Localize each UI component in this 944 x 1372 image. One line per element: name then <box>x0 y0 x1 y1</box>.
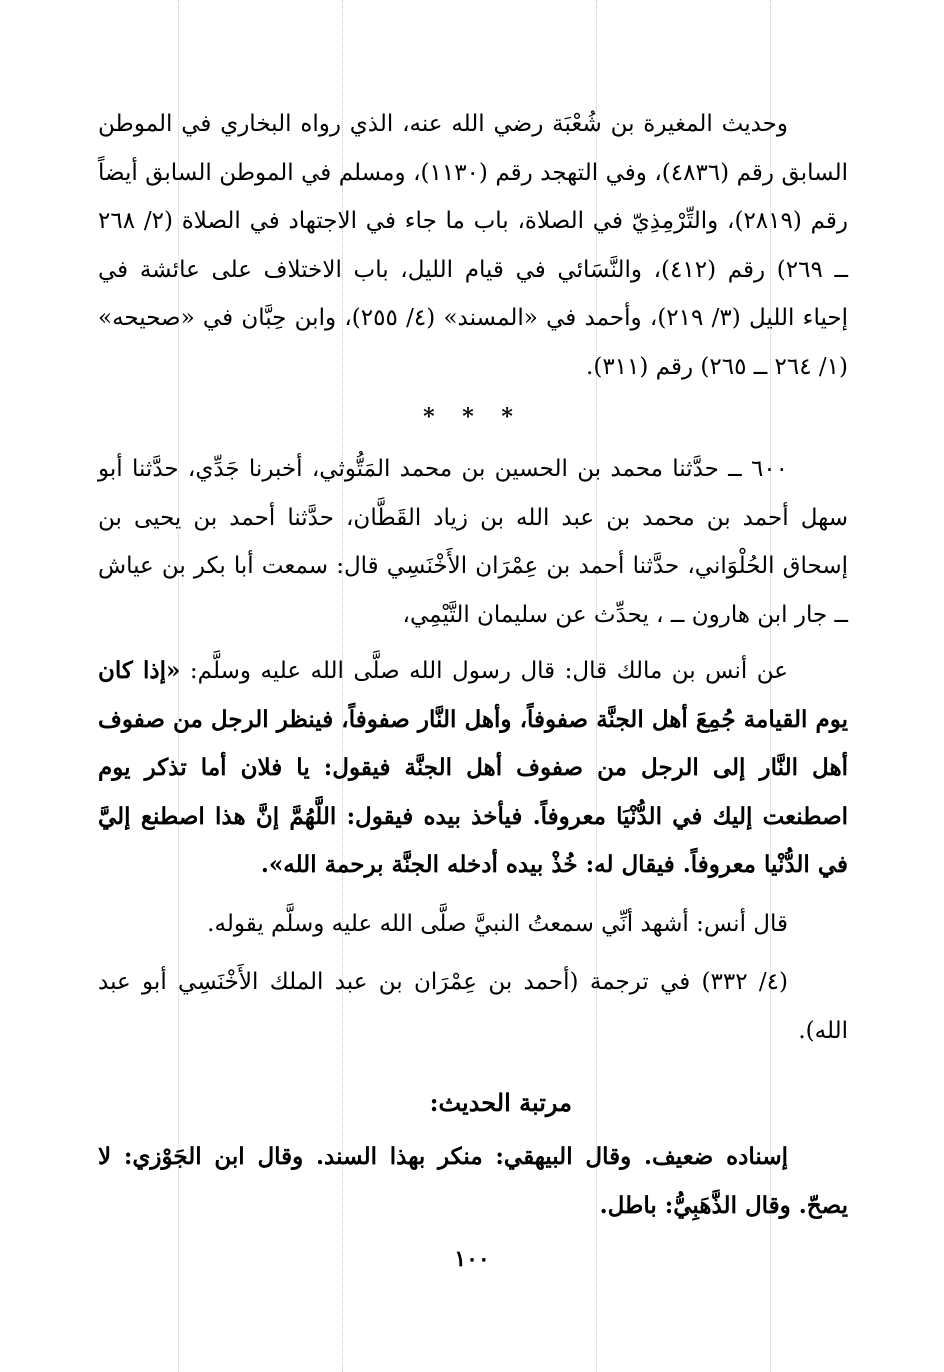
page-body <box>98 100 848 1230</box>
hadith-text-paragraph <box>98 647 848 890</box>
anas-statement-paragraph: قال أنس: أشهد أنِّي سمعتُ النبيَّ صلَّى الله عليه وسلَّم يقوله. <box>207 910 788 937</box>
section-separator: * * * <box>423 404 523 430</box>
hadith-narration-lead: عن أنس بن مالك قال: قال رسول الله صلَّى الله عليه وسلَّم: <box>180 658 788 684</box>
section-heading: مرتبة الحديث: <box>429 1088 572 1117</box>
hadith-chain-paragraph: ٦٠٠ ــ حدَّثنا محمد بن الحسين بن محمد المَتُّوثي، أخبرنا جَدِّي، حدَّثنا أبو سهل أحمد بن محمد بن عبد الله بن زياد القَطَّان، حدَّثنا أحمد بن يحيى بن إسحاق الحُلْوَاني، حدَّثنا أحمد بن عِمْرَان الأَخْنَسِي قال: سمعت أبا بكر بن عياش ــ جار ابن هارون ــ ، يحدِّث عن سليمان التَّيْمِي، <box>98 456 848 628</box>
hadith-references-paragraph: وحديث المغيرة بن شُعْبَة رضي الله عنه، الذي رواه البخاري في الموطن السابق رقم (٤٨٣٦)، وفي التهجد رقم (١١٣٠)، ومسلم في الموطن السابق أيضاً رقم (٢٨١٩)، والتِّرْمِذِيّ في الصلاة، باب ما جاء في الاجتهاد في الصلاة (٢/ ٢٦٨ ــ ٢٦٩) رقم (٤١٢)، والنَّسَائي في قيام الليل، باب الاختلاف على عائشة في إحياء الليل (٣/ ٢١٩)، وأحمد في «المسند» (٤/ ٢٥٥)، وابن حِبَّان في «صحيحه» (١/ ٢٦٤ ــ ٢٦٥) رقم (٣١١). <box>98 111 849 380</box>
page-number: ١٠٠ <box>454 1246 490 1272</box>
source-citation-paragraph: (٤/ ٣٣٢) في ترجمة (أحمد بن عِمْرَان بن عبد الملك الأَخْنَسِي أبو عبد الله). <box>98 969 848 1044</box>
grading-paragraph: إسناده ضعيف. وقال البيهقي: منكر بهذا السند. وقال ابن الجَوْزي: لا يصحّ. وقال الذَّهَبِيُّ: باطل. <box>98 1143 848 1219</box>
hadith-quote: «إذا كان يوم القيامة جُمِعَ أهل الجنَّة صفوفاً، وأهل النَّار صفوفاً، فينظر الرجل من صفوف أهل النَّار إلى الرجل من صفوف أهل الجنَّة فيقول: يا فلان أما تذكر يوم اصطنعت إليك في الدُّنْيَا معروفاً. فيأخذ بيده فيقول: اللَّهُمَّ إنَّ هذا اصطنع إليَّ في الدُّنْيا معروفاً. فيقال له: خُذْ بيده أدخله الجنَّة برحمة الله». <box>98 657 848 878</box>
